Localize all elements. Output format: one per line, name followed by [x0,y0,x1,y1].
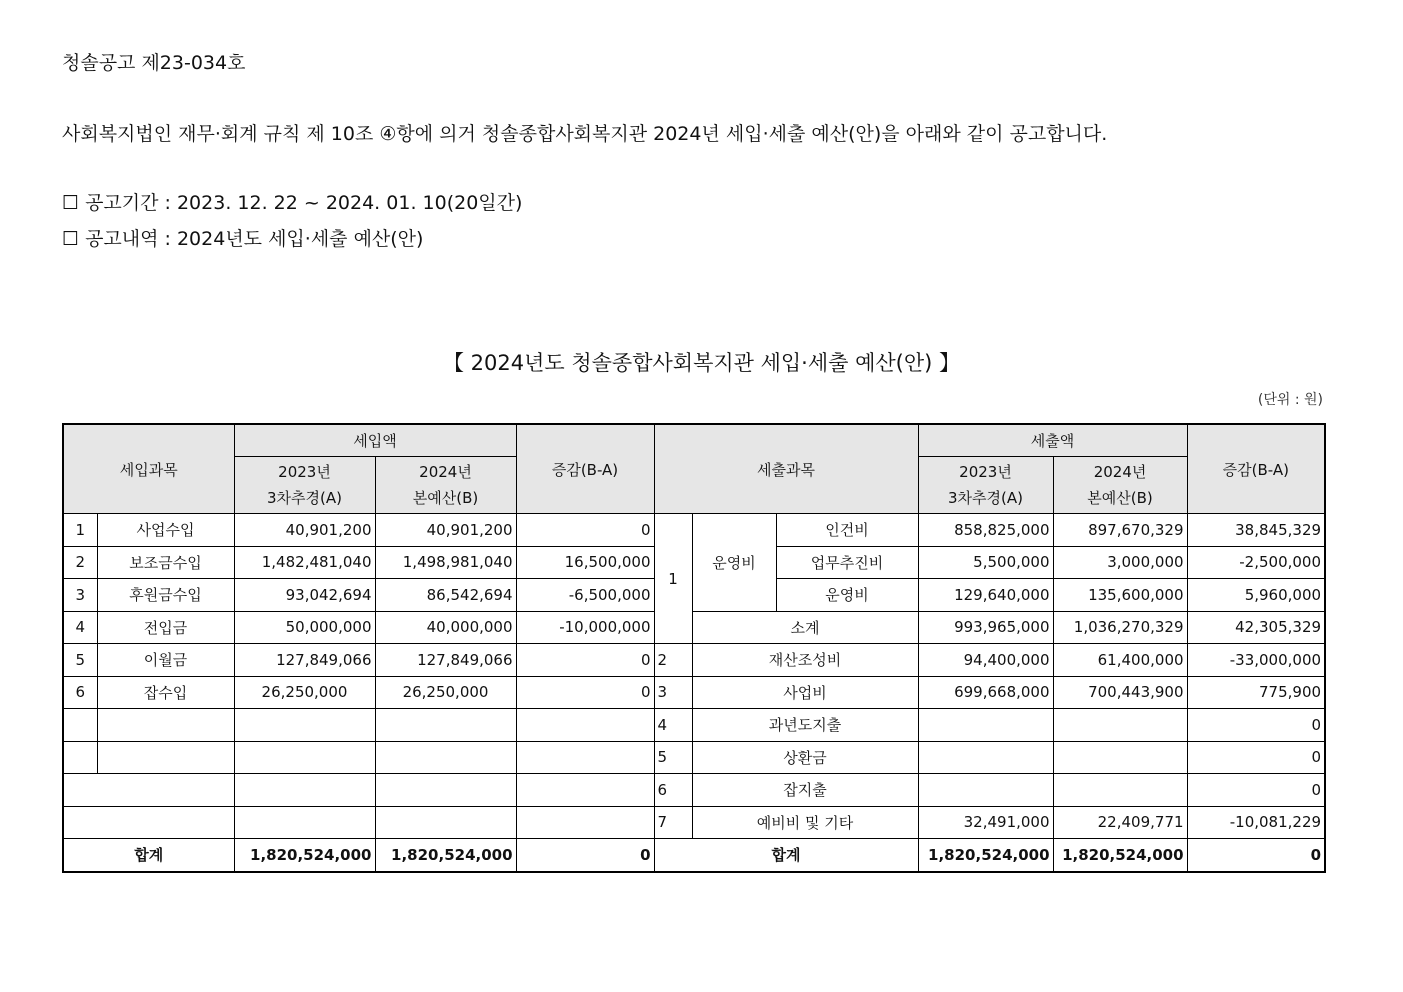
header-rev-2023-type: 3차추경(A) [267,489,342,507]
revenue-name: 보조금수입 [97,546,234,579]
expense-name: 잡지출 [692,774,918,807]
expense-2023 [918,741,1053,774]
header-rev-2024-type: 본예산(B) [412,489,479,507]
revenue-2024: 40,901,200 [375,514,516,547]
revenue-2024: 1,498,981,040 [375,546,516,579]
table-row [63,676,1325,709]
expense-2024: 700,443,900 [1053,676,1187,709]
revenue-diff: -6,500,000 [516,579,654,612]
revenue-2024: 127,849,066 [375,644,516,677]
expense-2023: 32,491,000 [918,806,1053,839]
header-rev-2023 [234,457,375,514]
expense-subtotal-2023: 993,965,000 [918,611,1053,644]
revenue-2024: 86,542,694 [375,579,516,612]
header-exp-2024 [1053,457,1187,514]
revenue-diff: 0 [516,676,654,709]
expense-2024: 22,409,771 [1053,806,1187,839]
expense-2024 [1053,709,1187,742]
revenue-total-2024: 1,820,524,000 [375,839,516,872]
expense-2023 [918,709,1053,742]
header-revenue-subject: 세입과목 [63,424,234,514]
expense-name: 사업비 [692,676,918,709]
header-expense-diff: 증감(B-A) [1187,424,1325,514]
revenue-2023: 40,901,200 [234,514,375,547]
expense-sub-name: 인건비 [776,514,918,547]
expense-diff: 0 [1187,741,1325,774]
revenue-total-diff: 0 [516,839,654,872]
expense-no: 3 [654,676,692,709]
revenue-no: 2 [63,546,97,579]
revenue-total-2023: 1,820,524,000 [234,839,375,872]
revenue-2023: 127,849,066 [234,644,375,677]
expense-2023 [918,774,1053,807]
header-rev-2024 [375,457,516,514]
expense-2023: 5,500,000 [918,546,1053,579]
budget-table [62,423,1326,873]
notice-content: ☐ 공고내역 : 2024년도 세입·세출 예산(안) [62,228,424,250]
revenue-2023: 50,000,000 [234,611,375,644]
expense-no: 6 [654,774,692,807]
expense-2023: 94,400,000 [918,644,1053,677]
empty-cell [516,741,654,774]
expense-total-2024: 1,820,524,000 [1053,839,1187,872]
expense-diff: -33,000,000 [1187,644,1325,677]
table-row [63,644,1325,677]
expense-diff: -10,081,229 [1187,806,1325,839]
expense-2024: 3,000,000 [1053,546,1187,579]
header-expense-subject: 세출과목 [654,424,918,514]
table-row [63,611,1325,644]
revenue-2023: 26,250,000 [234,676,375,709]
revenue-name: 이월금 [97,644,234,677]
revenue-no: 5 [63,644,97,677]
revenue-2023: 1,482,481,040 [234,546,375,579]
notice-number: 청솔공고 제23-034호 [62,52,246,74]
expense-no: 5 [654,741,692,774]
expense-2024: 897,670,329 [1053,514,1187,547]
empty-cell [97,741,234,774]
expense-sub-name: 운영비 [776,579,918,612]
expense-diff: -2,500,000 [1187,546,1325,579]
empty-cell [375,741,516,774]
table-row [63,806,1325,839]
header-rev-2023-year: 2023년 [278,463,331,481]
empty-cell [234,709,375,742]
expense-subtotal-label: 소계 [692,611,918,644]
revenue-no: 4 [63,611,97,644]
empty-cell [63,709,97,742]
revenue-name: 사업수입 [97,514,234,547]
expense-no: 4 [654,709,692,742]
revenue-no: 3 [63,579,97,612]
header-exp-2024-year: 2024년 [1093,463,1147,481]
expense-2024 [1053,774,1187,807]
header-exp-2024-type: 본예산(B) [1087,489,1153,507]
revenue-no: 6 [63,676,97,709]
empty-cell [63,806,234,839]
table-row [63,514,1325,547]
expense-group-no: 1 [654,514,692,644]
expense-diff: 0 [1187,774,1325,807]
empty-cell [234,806,375,839]
empty-cell [234,741,375,774]
expense-name: 예비비 및 기타 [692,806,918,839]
expense-name: 재산조성비 [692,644,918,677]
expense-2023: 858,825,000 [918,514,1053,547]
expense-2023: 129,640,000 [918,579,1053,612]
table-row [63,709,1325,742]
revenue-diff: 0 [516,514,654,547]
empty-cell [516,709,654,742]
header-revenue-diff: 증감(B-A) [516,424,654,514]
unit-label: (단위 : 원) [1257,392,1323,408]
expense-2024: 135,600,000 [1053,579,1187,612]
table-row [63,741,1325,774]
empty-cell [375,709,516,742]
revenue-name: 후원금수입 [97,579,234,612]
header-revenue-amount: 세입액 [234,424,516,457]
empty-cell [63,741,97,774]
empty-cell [375,774,516,807]
revenue-diff: 0 [516,644,654,677]
expense-no: 7 [654,806,692,839]
expense-diff: 38,845,329 [1187,514,1325,547]
total-row [63,839,1325,872]
empty-cell [97,709,234,742]
empty-cell [375,806,516,839]
expense-diff: 775,900 [1187,676,1325,709]
header-exp-2023 [918,457,1053,514]
empty-cell [516,774,654,807]
revenue-total-label: 합계 [63,839,234,872]
expense-total-label: 합계 [654,839,918,872]
intro-text: 사회복지법인 재무·회계 규칙 제 10조 ④항에 의거 청솔종합사회복지관 2024년 세입·세출 예산(안)을 아래와 같이 공고합니다. [62,123,1108,145]
header-exp-2023-year: 2023년 [959,463,1012,481]
revenue-diff: 16,500,000 [516,546,654,579]
revenue-diff: -10,000,000 [516,611,654,644]
expense-subtotal-2024: 1,036,270,329 [1053,611,1187,644]
expense-total-2023: 1,820,524,000 [918,839,1053,872]
expense-2024 [1053,741,1187,774]
table-row [63,774,1325,807]
table-title: 【 2024년도 청솔종합사회복지관 세입·세출 예산(안) 】 [442,351,961,375]
revenue-no: 1 [63,514,97,547]
expense-2023: 699,668,000 [918,676,1053,709]
empty-cell [234,774,375,807]
expense-total-diff: 0 [1187,839,1325,872]
header-rev-2024-year: 2024년 [419,463,472,481]
expense-diff: 5,960,000 [1187,579,1325,612]
revenue-name: 전입금 [97,611,234,644]
revenue-name: 잡수입 [97,676,234,709]
revenue-2023: 93,042,694 [234,579,375,612]
expense-diff: 0 [1187,709,1325,742]
expense-name: 과년도지출 [692,709,918,742]
expense-sub-name: 업무추진비 [776,546,918,579]
expense-2024: 61,400,000 [1053,644,1187,677]
expense-group-name: 운영비 [692,514,776,612]
notice-period: ☐ 공고기간 : 2023. 12. 22 ~ 2024. 01. 10(20일간) [62,192,523,214]
revenue-2024: 26,250,000 [375,676,516,709]
expense-name: 상환금 [692,741,918,774]
expense-no: 2 [654,644,692,677]
revenue-2024: 40,000,000 [375,611,516,644]
header-exp-2023-type: 3차추경(A) [948,489,1023,507]
empty-cell [516,806,654,839]
expense-subtotal-diff: 42,305,329 [1187,611,1325,644]
header-expense-amount: 세출액 [918,424,1187,457]
empty-cell [63,774,234,807]
